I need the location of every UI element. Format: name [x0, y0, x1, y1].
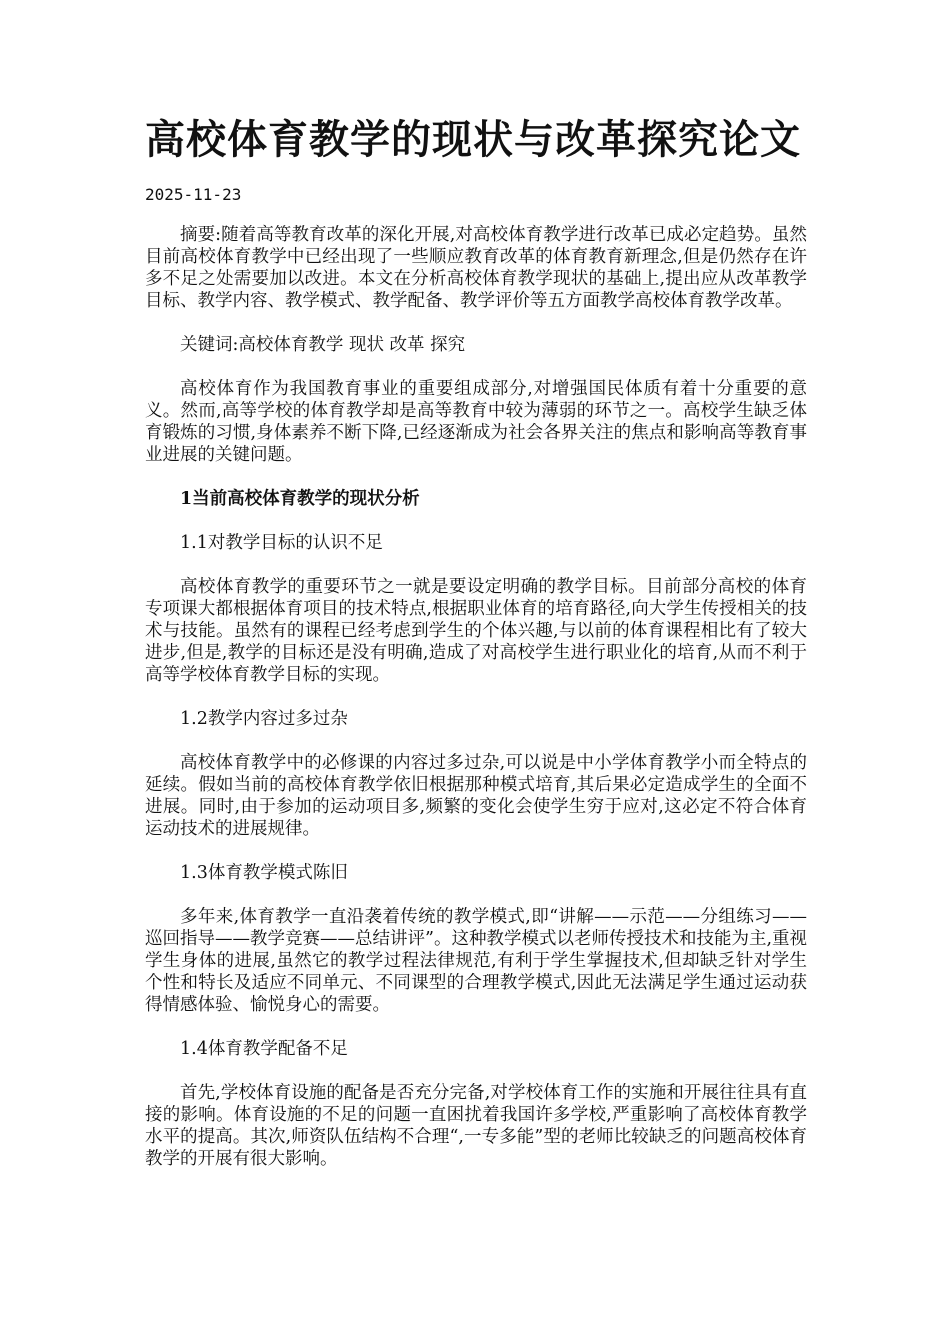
spacer: [145, 840, 807, 862]
intro-paragraph: 高校体育作为我国教育事业的重要组成部分,对增强国民体质有着十分重要的意义。然而,高等学校的体育教学却是高等教育中较为薄弱的环节之一。高校学生缺乏体育锻炼的习惯,身体素养不断下降,已经逐渐成为社会各界关注的焦点和影响高等教育事业进展的关键问题。: [145, 379, 807, 465]
spacer: [145, 466, 807, 488]
section-1-2-heading: 1.2教学内容过多过杂: [180, 709, 348, 729]
spacer: [145, 356, 807, 378]
spacer: [145, 1016, 807, 1038]
section-1-1-heading: 1.1对教学目标的认识不足: [180, 533, 383, 553]
section-1-4-body: 首先,学校体育设施的配备是否充分完备,对学校体育工作的实施和开展往往具有直接的影响。体育设施的不足的问题一直困扰着我国许多学校,严重影响了高校体育教学水平的提高。其次,师资队伍结构不合理“,一专多能”型的老师比较缺乏的问题高校体育教学的开展有很大影响。: [145, 1083, 807, 1169]
abstract-paragraph: 摘要:随着高等教育改革的深化开展,对高校体育教学进行改革已成必定趋势。虽然目前高校体育教学中已经出现了一些顺应教育改革的体育教育新理念,但是仍然存在许多不足之处需要加以改进。本文在分析高校体育教学现状的基础上,提出应从改革教学目标、教学内容、教学模式、教学配备、教学评价等五方面教学高校体育教学改革。: [145, 225, 807, 311]
document-page: [145, 112, 807, 1170]
spacer: [145, 510, 807, 532]
keywords-paragraph: 关键词:高校体育教学 现状 改革 探究: [180, 335, 466, 355]
publish-date: 2025-11-23: [145, 185, 242, 204]
section-1-4-heading: 1.4体育教学配备不足: [180, 1039, 348, 1059]
section-1-3-body: 多年来,体育教学一直沿袭着传统的教学模式,即“讲解——示范——分组练习——巡回指导——教学竞赛——总结讲评”。这种教学模式以老师传授技术和技能为主,重视学生身体的进展,虽然它的教学过程法律规范,有利于学生掌握技术,但却缺乏针对学生个性和特长及适应不同单元、不同课型的合理教学模式,因此无法满足学生通过运动获得情感体验、愉悦身心的需要。: [145, 907, 808, 1015]
spacer: [145, 312, 807, 334]
spacer: [145, 686, 807, 708]
spacer: [145, 1060, 807, 1082]
document-title: 高校体育教学的现状与改革探究论文: [145, 116, 801, 163]
spacer: [145, 206, 807, 224]
spacer: [145, 884, 807, 906]
spacer: [145, 554, 807, 576]
section-1-1-body: 高校体育教学的重要环节之一就是要设定明确的教学目标。目前部分高校的体育专项课大都根据体育项目的技术特点,根据职业体育的培育路径,向大学生传授相关的技术与技能。虽然有的课程已经考虑到学生的个体兴趣,与以前的体育课程相比有了较大进步,但是,教学的目标还是没有明确,造成了对高校学生进行职业化的培育,从而不利于高等学校体育教学目标的实现。: [145, 577, 807, 685]
section-1-3-heading: 1.3体育教学模式陈旧: [180, 863, 348, 883]
section-1-heading: 1当前高校体育教学的现状分析: [180, 489, 420, 509]
spacer: [145, 730, 807, 752]
section-1-2-body: 高校体育教学中的必修课的内容过多过杂,可以说是中小学体育教学小而全特点的延续。假如当前的高校体育教学依旧根据那种模式培育,其后果必定造成学生的全面不进展。同时,由于参加的运动项目多,频繁的变化会使学生穷于应对,这必定不符合体育运动技术的进展规律。: [145, 753, 807, 839]
